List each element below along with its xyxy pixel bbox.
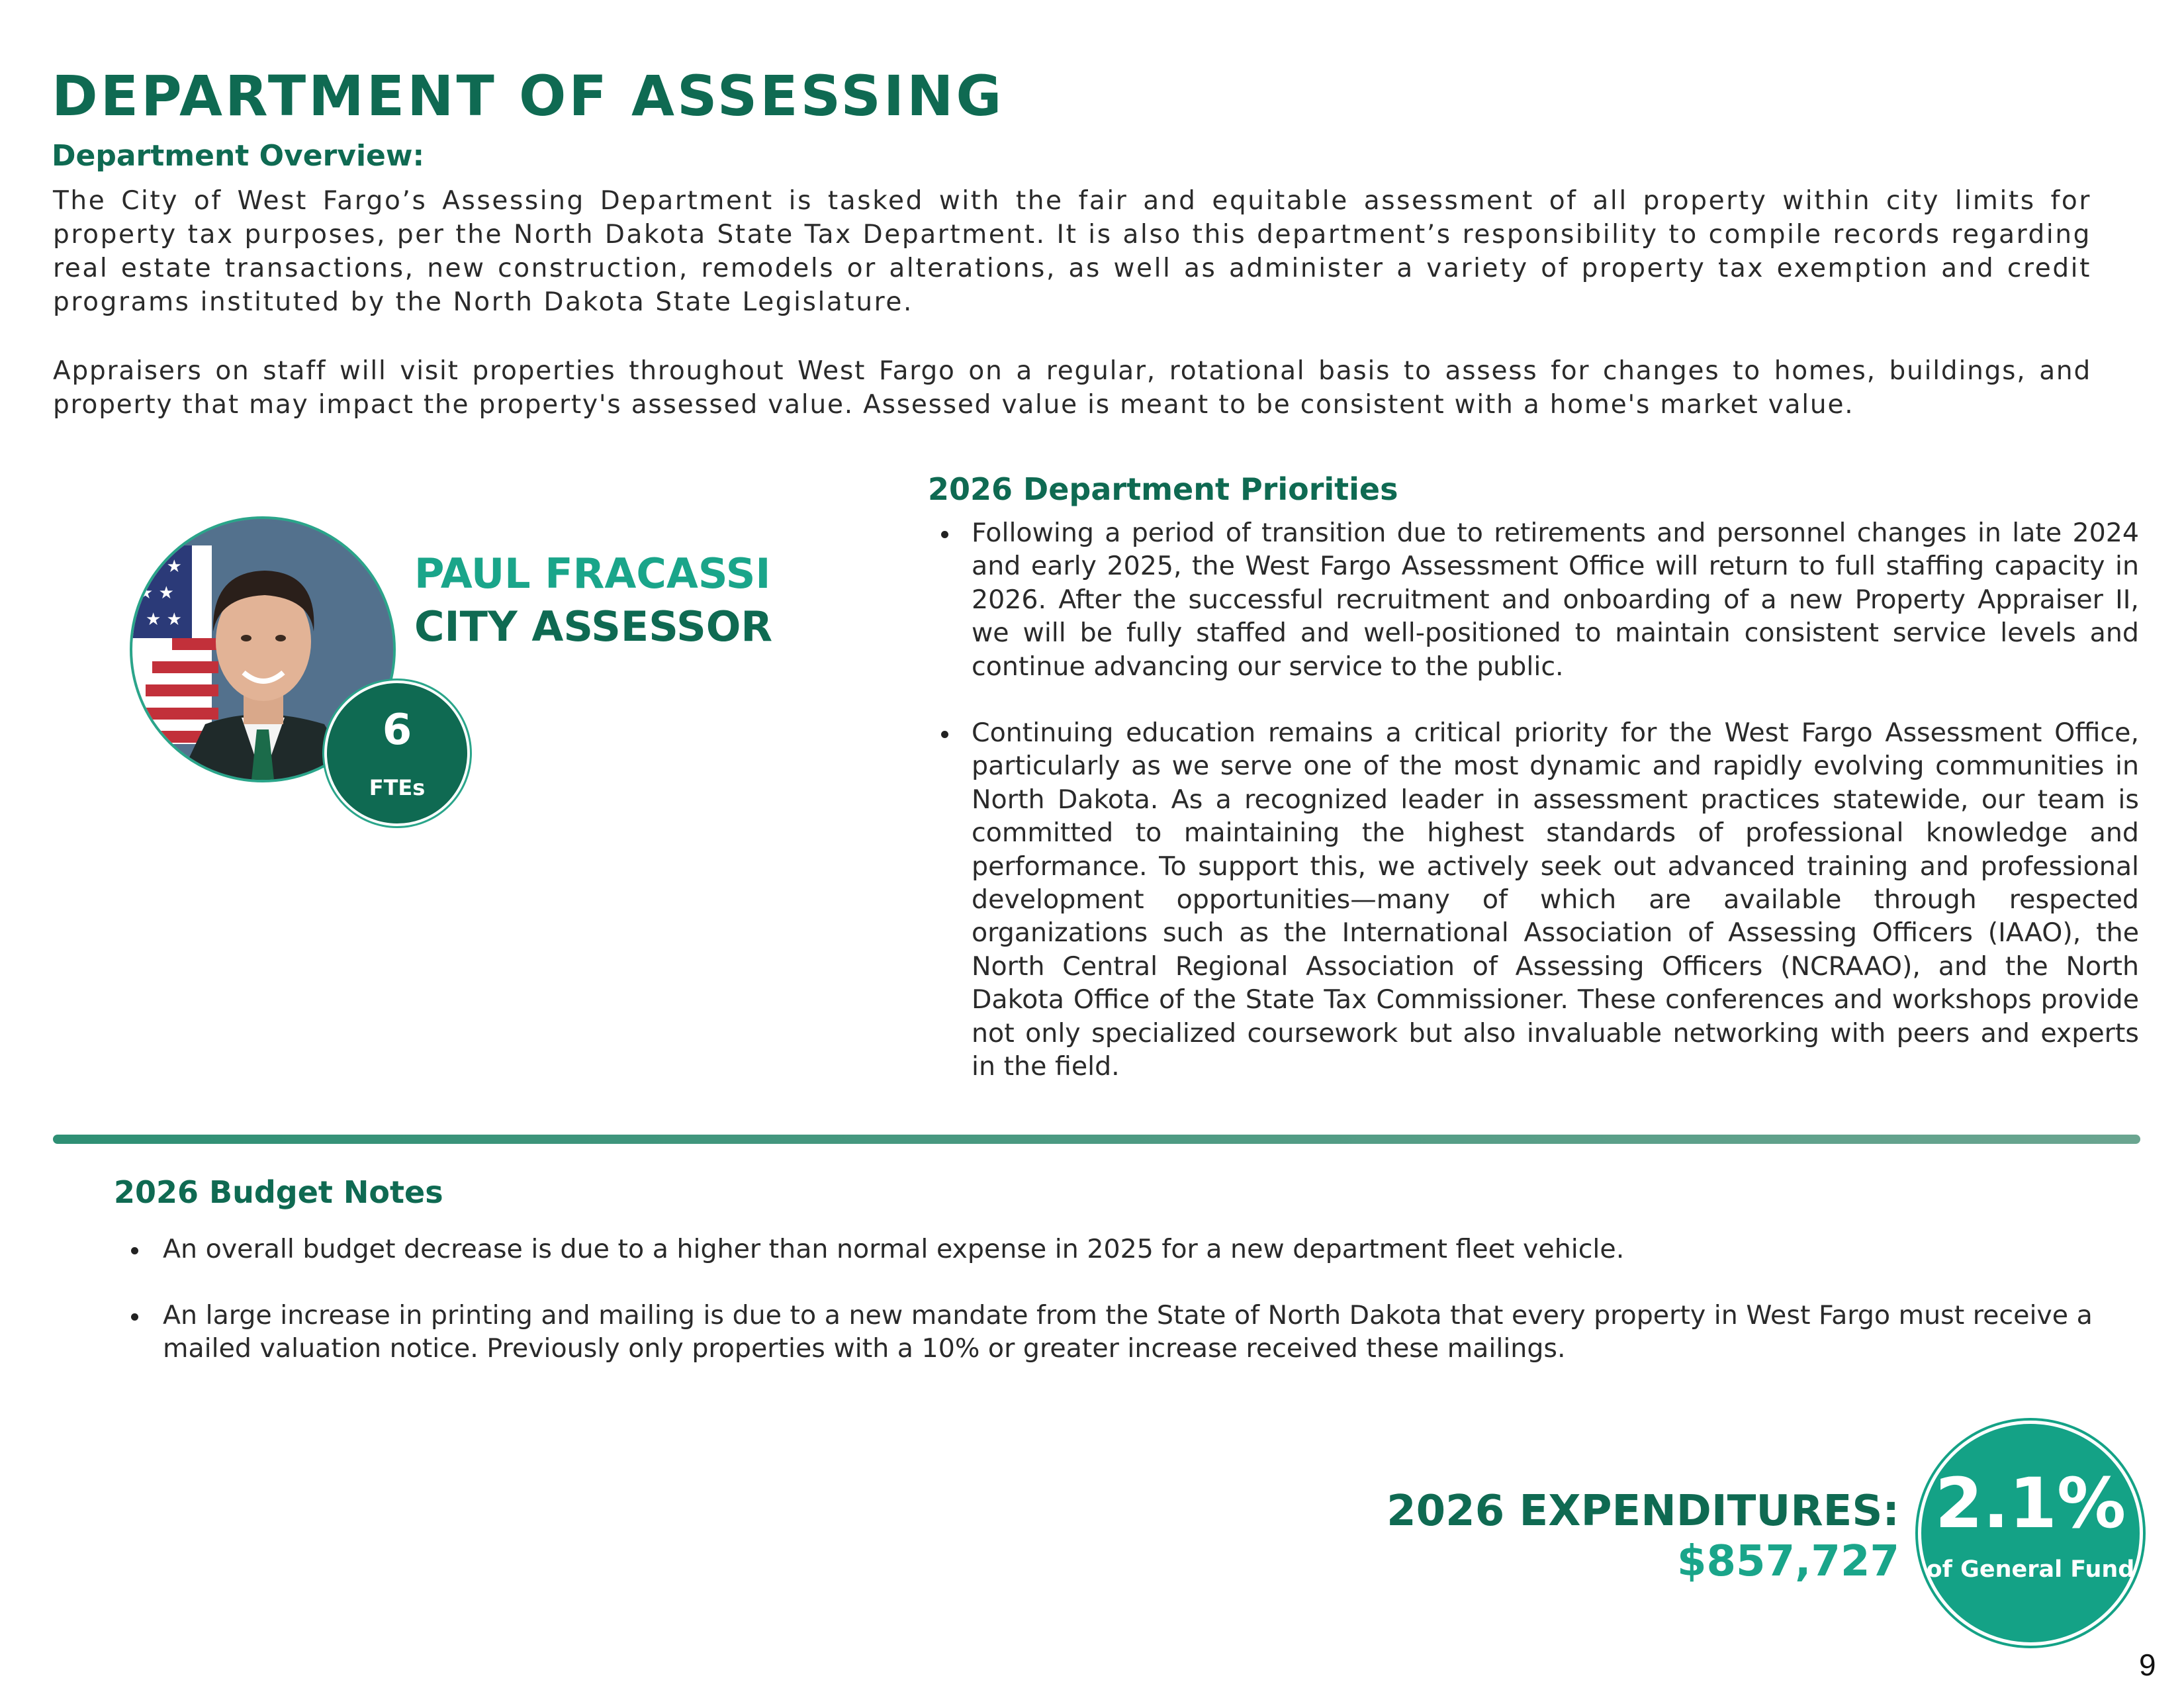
page-number: 9 [2139,1648,2156,1682]
budget-notes-list [126,1233,2105,1398]
overview-paragraph-2: Appraisers on staff will visit properties throughout West Fargo on a regular, rotational basis to assess for changes to homes, buildings, and property that may impact the property's assessed value. Assessed value is meant to be consistent with a home's market value. [53,356,2091,420]
priority-item: Continuing education remains a critical priority for the West Fargo Assessment Office, particularly as we serve one of the most dynamic and rapidly evolving communities in North Dakota. As a recognized leader in assessment practices statewide, our team is committed to maintaining the highest standards of professional knowledge and performance. To support this, we actively seek out advanced training and professional development opportunities—many of which are available through respected organizations such as the International Association of Assessing Officers (IAAO), the North Central Regional Association of Assessing Officers (NCRAAO), and the North Dakota Office of the State Tax Commissioner. These conferences and workshops provide not only specialized coursework but also invaluable networking with peers and experts in the field. [928,716,2139,1083]
expenditures-label: 2026 EXPENDITURES: [1387,1487,1899,1536]
priorities-heading: 2026 Department Priorities [928,471,1398,507]
overview-heading: Department Overview: [52,139,425,173]
page-title: DEPARTMENT OF ASSESSING [52,64,1005,128]
general-fund-label: of General Fund [1926,1556,2135,1583]
budget-notes-heading: 2026 Budget Notes [114,1174,443,1210]
svg-text:★ ★: ★ ★ [146,557,182,577]
priorities-list [928,516,2139,1117]
expenditures-amount: $857,727 [1676,1537,1899,1586]
priority-item: Following a period of transition due to retirements and personnel changes in late 2024 and early 2025, the West Fargo Assessment Office will return to full staffing capacity in 2026. After the successful recruitment and onboarding of a new Property Appraiser II, we will be fully staffed and well-positioned to maintain consistent service levels and continue advancing our service to the public. [928,516,2139,683]
svg-text:★ ★: ★ ★ [146,610,182,630]
fte-label: FTEs [369,775,426,800]
budget-note-item: An large increase in printing and mailing is due to a new mandate from the State of North Dakota that every property in West Fargo must receive a mailed valuation notice. Previously only properties with a 10% or greater increase received these mailings. [126,1299,2105,1365]
budget-note-item: An overall budget decrease is due to a higher than normal expense in 2025 for a new department fleet vehicle. [126,1233,2105,1266]
fte-badge [324,680,470,826]
flag-icon [132,545,218,744]
general-fund-percent: 2.1% [1934,1463,2126,1544]
general-fund-badge [1918,1421,2143,1646]
svg-text:★ ★: ★ ★ [138,583,174,603]
assessor-name: PAUL FRACASSI [414,549,771,598]
section-divider [53,1135,2140,1144]
assessor-role: CITY ASSESSOR [414,602,773,651]
fte-count: 6 [382,706,412,755]
overview-paragraph-1: The City of West Fargo’s Assessing Department is tasked with the fair and equitable assessment of all property within city limits for property tax purposes, per the North Dakota State Tax Department. It is also this department’s responsibility to compile records regarding real estate transactions, new construction, remodels or alterations, as well as administer a variety of property tax exemption and credit programs instituted by the North Dakota State Legislature. [53,186,2091,317]
